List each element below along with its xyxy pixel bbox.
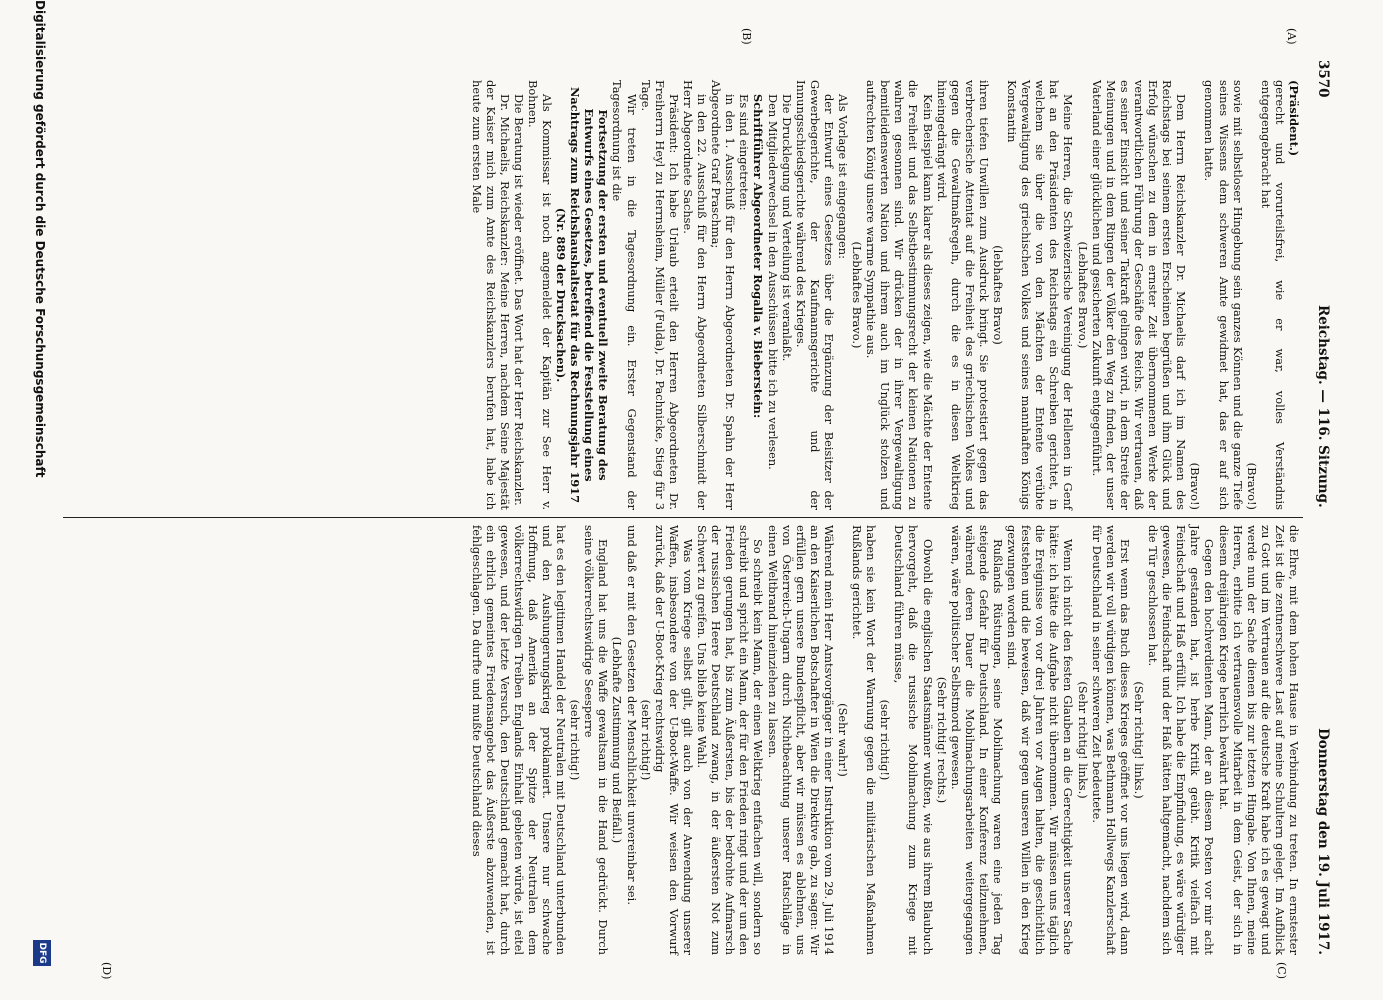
paragraph: Gegen den hochverdienten Mann, der an diesem Posten vor mir acht Jahre gestanden hat, ist herbe Kritik geübt. Kritik vielfach mit Feindschaft und Haß erfüllt. Ich habe die Empfindung, es wäre würdiger gewesen, die Feindschaft und der Haß hätten haltgemacht, nachdem sich die Tür geschlossen hat.: [1146, 525, 1217, 955]
credit-text: Digitalisierung gefördert durch die Deutsche Forschungsgemeinschaft: [33, 0, 47, 478]
paragraph: die Ehre, mit dem hohen Hause in Verbindung zu treten. In ernstester Zeit ist die zentnerschwere Last auf meine Schultern gelegt. Im Aufblick zu Gott und im Vertrauen auf die deutsche Kraft habe ich es gewagt und werde nun der Sache dienen bis zur letzten Hingabe. Von Ihnen, meine Herren, erbitte ich vertrauensvolle Mitarbeit in dem Geist, der sich in diesem dreijährigen Kriege herrlich bewährt hat.: [1216, 525, 1301, 955]
paragraph: (Sehr richtig! rechts.): [934, 676, 949, 804]
paragraph: Dr. Michaelis, Reichskanzler: Meine Herren, nachdem Seine Majestät der Kaiser mich zum Amte des Reichskanzlers berufen hat, habe ich heute zum ersten Male: [469, 80, 512, 510]
page-number: 3570: [1315, 60, 1331, 98]
paragraph: (sehr richtig!): [878, 699, 893, 781]
paragraph: Die Beratung ist wieder eröffnet. Das Wort hat der Herr Reichskanzler.: [511, 94, 526, 506]
paragraph: England hat uns die Waffe gewaltsam in die Hand gedrückt. Durch seine völkerrechtswidrige Seesperre: [582, 525, 611, 955]
paragraph: Den Mitgliederwechsel in den Ausschüssen bitte ich zu verlesen.: [765, 94, 780, 470]
page-header: [1309, 40, 1333, 960]
paragraph: Während mein Herr Amtsvorgänger in einer Instruktion vom 29. Juli 1914 an den Kaiserlichen Botschafter in Wien die Direktive gab, zu sagen: Wir erfüllen gern unsere Bundespflicht, aber wir müssen es ablehnen, uns von Österreich-Ungarn durch Nichtbeachtung unserer Ratschläge in einen Weltbrand hineinziehen zu lassen.: [765, 525, 836, 955]
paragraph: (Sehr richtig! links.): [1131, 681, 1146, 799]
paragraph: (Bravo!): [1244, 462, 1259, 510]
paragraph: Was vom Kriege selbst gilt, gilt auch von der Anwendung unserer Waffen, insbesondere von der U-Boot-Waffe. Wir weisen den Vorwurf zurück, daß der U-Boot-Krieg rechtswidrig: [652, 525, 695, 955]
paragraph: (Bravo!): [1188, 462, 1203, 510]
paragraph: ihren tiefen Unwillen zum Ausdruck bringt. Sie protestiert gegen das verbrecherische Attentat auf die Freiheit des griechischen Volkes und gegen die Gewaltmaßregeln, durch die es in diesen Weltkrieg hineingedrängt wird.: [934, 80, 991, 510]
paragraph: So schreibt kein Mann, der einen Weltkrieg entfachen will, sondern so schreibt und spricht ein Mann, der für den Frieden ringt und der um den Frieden gerungen hat, bis zum Äußersten, bis der bedrohte Aufmarsch der russischen Heere Deutschland zwang, in der äußersten Not zum Schwert zu greifen. Uns blieb keine Wahl.: [695, 525, 766, 955]
paragraph: der Entwurf eines Gesetzes über die Ergänzung der Beisitzer der Gewerbegerichte, der Kaufmannsgerichte und der Innungsschiedsgerichte während des Krieges.: [793, 80, 836, 510]
margin-marker-d: (D): [100, 962, 113, 980]
paragraph: (lebhaftes Bravo): [991, 245, 1006, 345]
paragraph: in den 22. Ausschuß für den Herrn Abgeordneten Silberschmidt der Herr Abgeordnete Sachse.: [680, 80, 710, 510]
paragraph: (Lebhaftes Bravo.): [850, 241, 865, 349]
paragraph: Wenn ich nicht den festen Glauben an die Gerechtigkeit unserer Sache hätte: ich hätte die Aufgabe nicht übernommen. Wir müssen uns täglich die Ereignisse von vor drei Jahren vor Augen halten, die geschichtlich feststehen und die beweisen, daß wir gegen unseren Willen in den Krieg gezwungen worden sind.: [1005, 525, 1076, 955]
paragraph: Als Vorlage ist eingegangen:: [836, 94, 850, 259]
paragraph: Als Kommissar ist noch angemeldet der Kapitän zur See Herr v. Bohnen.: [525, 80, 555, 510]
paragraph: (sehr richtig!): [638, 699, 653, 781]
paragraph: sowie mit selbstloser Hingebung sein ganzes Können und die ganze Tiefe seines Wissens dem schweren Amte gewidmet hat, das er auf sich genommen hatte.: [1202, 80, 1245, 510]
paragraph: Präsident: Ich habe Urlaub erteilt den Herren Abgeordneten Dr. Freiherrn Heyl zu Herrnsheim, Müller (Fulda), Dr. Pachnicke, Stieg für 3 Tage.: [638, 80, 681, 510]
paragraph: (Lebhafte Zustimmung und Beifall.): [610, 636, 625, 844]
left-text-column: [161, 80, 1301, 510]
dfg-logo: DFG: [33, 940, 51, 966]
paragraph: in den 1. Ausschuß für den Herrn Abgeordneten Dr. Spahn der Herr Abgeordnete Graf Praschma;: [709, 80, 738, 510]
paragraph: Obwohl die englischen Staatsmänner wußten, wie aus ihrem Blaubuch hervorgeht, daß die russische Mobilmachung zum Kriege mit Deutschland führen müsse,: [892, 525, 935, 955]
paragraph: Rußlands Rüstungen, seine Mobilmachung waren eine jeden Tag steigende Gefahr für Deutschland. In einer Konferenz teilzunehmen, während deren Dauer die Mobilmachungsarbeiten weitergegangen wären, wäre politischer Selbstmord gewesen.: [948, 525, 1006, 955]
paragraph: hat es den legitimen Handel der Neutralen mit Deutschland unterbunden und den Aushungerungskrieg proklamiert. Unsere nur schwache Hoffnung, daß Amerika an der Spitze der Neutralen dem völkerrechtswidrigen Treiben Englands Einhalt gebieten würde, ist eitel gewesen, und der letzte Versuch, den Deutschland gemacht hat, durch ein ehrlich gemeintes Friedensangebot das Äußerste abzuwenden, ist fehlgeschlagen. Da durfte und mußte Deutschland dieses: [469, 525, 569, 955]
paragraph: Die Drucklegung und Verteilung ist veranlaßt.: [779, 94, 794, 362]
paragraph: Fortsetzung der ersten und eventuell zweite Beratung des Entwurfs eines Gesetzes, betreffend die Feststellung eines Nachtrags zum Reichshaushaltsetat für das Rechnungsjahr 1917 (Nr. 889 der Drucksachen).: [554, 86, 611, 504]
margin-marker-c: (C): [1275, 962, 1288, 979]
column-divider: [63, 517, 1303, 518]
paragraph: Wir treten in die Tagesordnung ein. Erster Gegenstand der Tagesordnung ist die: [610, 80, 639, 510]
paragraph: Schriftführer Abgeordneter Rogalla v. Bieberstein:: [751, 94, 766, 419]
paragraph: Meine Herren, die Schweizerische Vereinigung der Hellenen in Genf hat an den Präsidenten des Reichstags ein Schreiben gerichtet, in welchem sie über die von den Mächten der Entente verübte Vergewaltigung des griechischen Volkes und seines mannhaften Königs Konstantin: [1005, 80, 1076, 510]
paragraph: (Präsident.): [1287, 80, 1301, 157]
margin-marker-b: (B): [740, 28, 753, 45]
paragraph: Dem Herrn Reichskanzler Dr. Michaelis darf ich im Namen des Reichstags bei seinem ersten Erscheinen begrüßen und ihm Glück und Erfolg wünschen zu dem in ernster Zeit übernommenen Werke der verantwortlichen Führung der Geschäfte des Reichs. Wir vertrauen, daß es seiner Einsicht und seiner Tatkraft gelingen wird, in dem Streite der Meinungen und in dem Ringen der Völker den Weg zu finden, der unser Vaterland einer glücklichen und gesicherten Zukunft entgegenführt.: [1089, 80, 1189, 510]
paragraph: haben sie kein Wort der Warnung gegen die militärischen Maßnahmen Rußlands gerichtet.: [850, 525, 879, 955]
paragraph: (Lebhaftes Bravo.): [1075, 241, 1090, 349]
paragraph: und daß er mit den Gesetzen der Menschlichkeit unvereinbar sei.: [624, 525, 639, 905]
session-date: Donnerstag den 19. Juli 1917.: [1315, 728, 1331, 955]
digitization-credit: [21, 0, 61, 1000]
paragraph: Es sind eingetreten:: [737, 94, 752, 211]
paragraph: gerecht und vorurteilsfrei, wie er war, volles Verständnis entgegengebracht hat: [1258, 80, 1287, 510]
paragraph: Erst wenn das Buch dieses Krieges geöffnet vor uns liegen wird, dann werden wir voll würdigen können, was Bethmann Hollwegs Kanzlerschaft für Deutschland in seiner schweren Zeit bedeutete.: [1089, 525, 1132, 955]
right-text-column: [161, 525, 1301, 955]
session-title: Reichstag. — 116. Sitzung.: [1315, 305, 1331, 508]
paragraph: (Sehr wahr!): [836, 703, 850, 777]
margin-marker-a: (A): [1285, 28, 1298, 45]
paragraph: (sehr richtig!): [568, 699, 583, 781]
paragraph: (Sehr richtig! links.): [1075, 681, 1090, 799]
paragraph: Kein Beispiel kann klarer als dieses zeigen, wie die Mächte der Entente die Freiheit und das Selbstbestimmungsrecht der kleinen Nationen zu wahren gesonnen sind. Wir drücken der in ihrer Vergewaltigung bemitleidenswerten Nation und ihrem auch im Unglück stolzen und aufrechten König unsere warme Sympathie aus.: [864, 80, 935, 510]
